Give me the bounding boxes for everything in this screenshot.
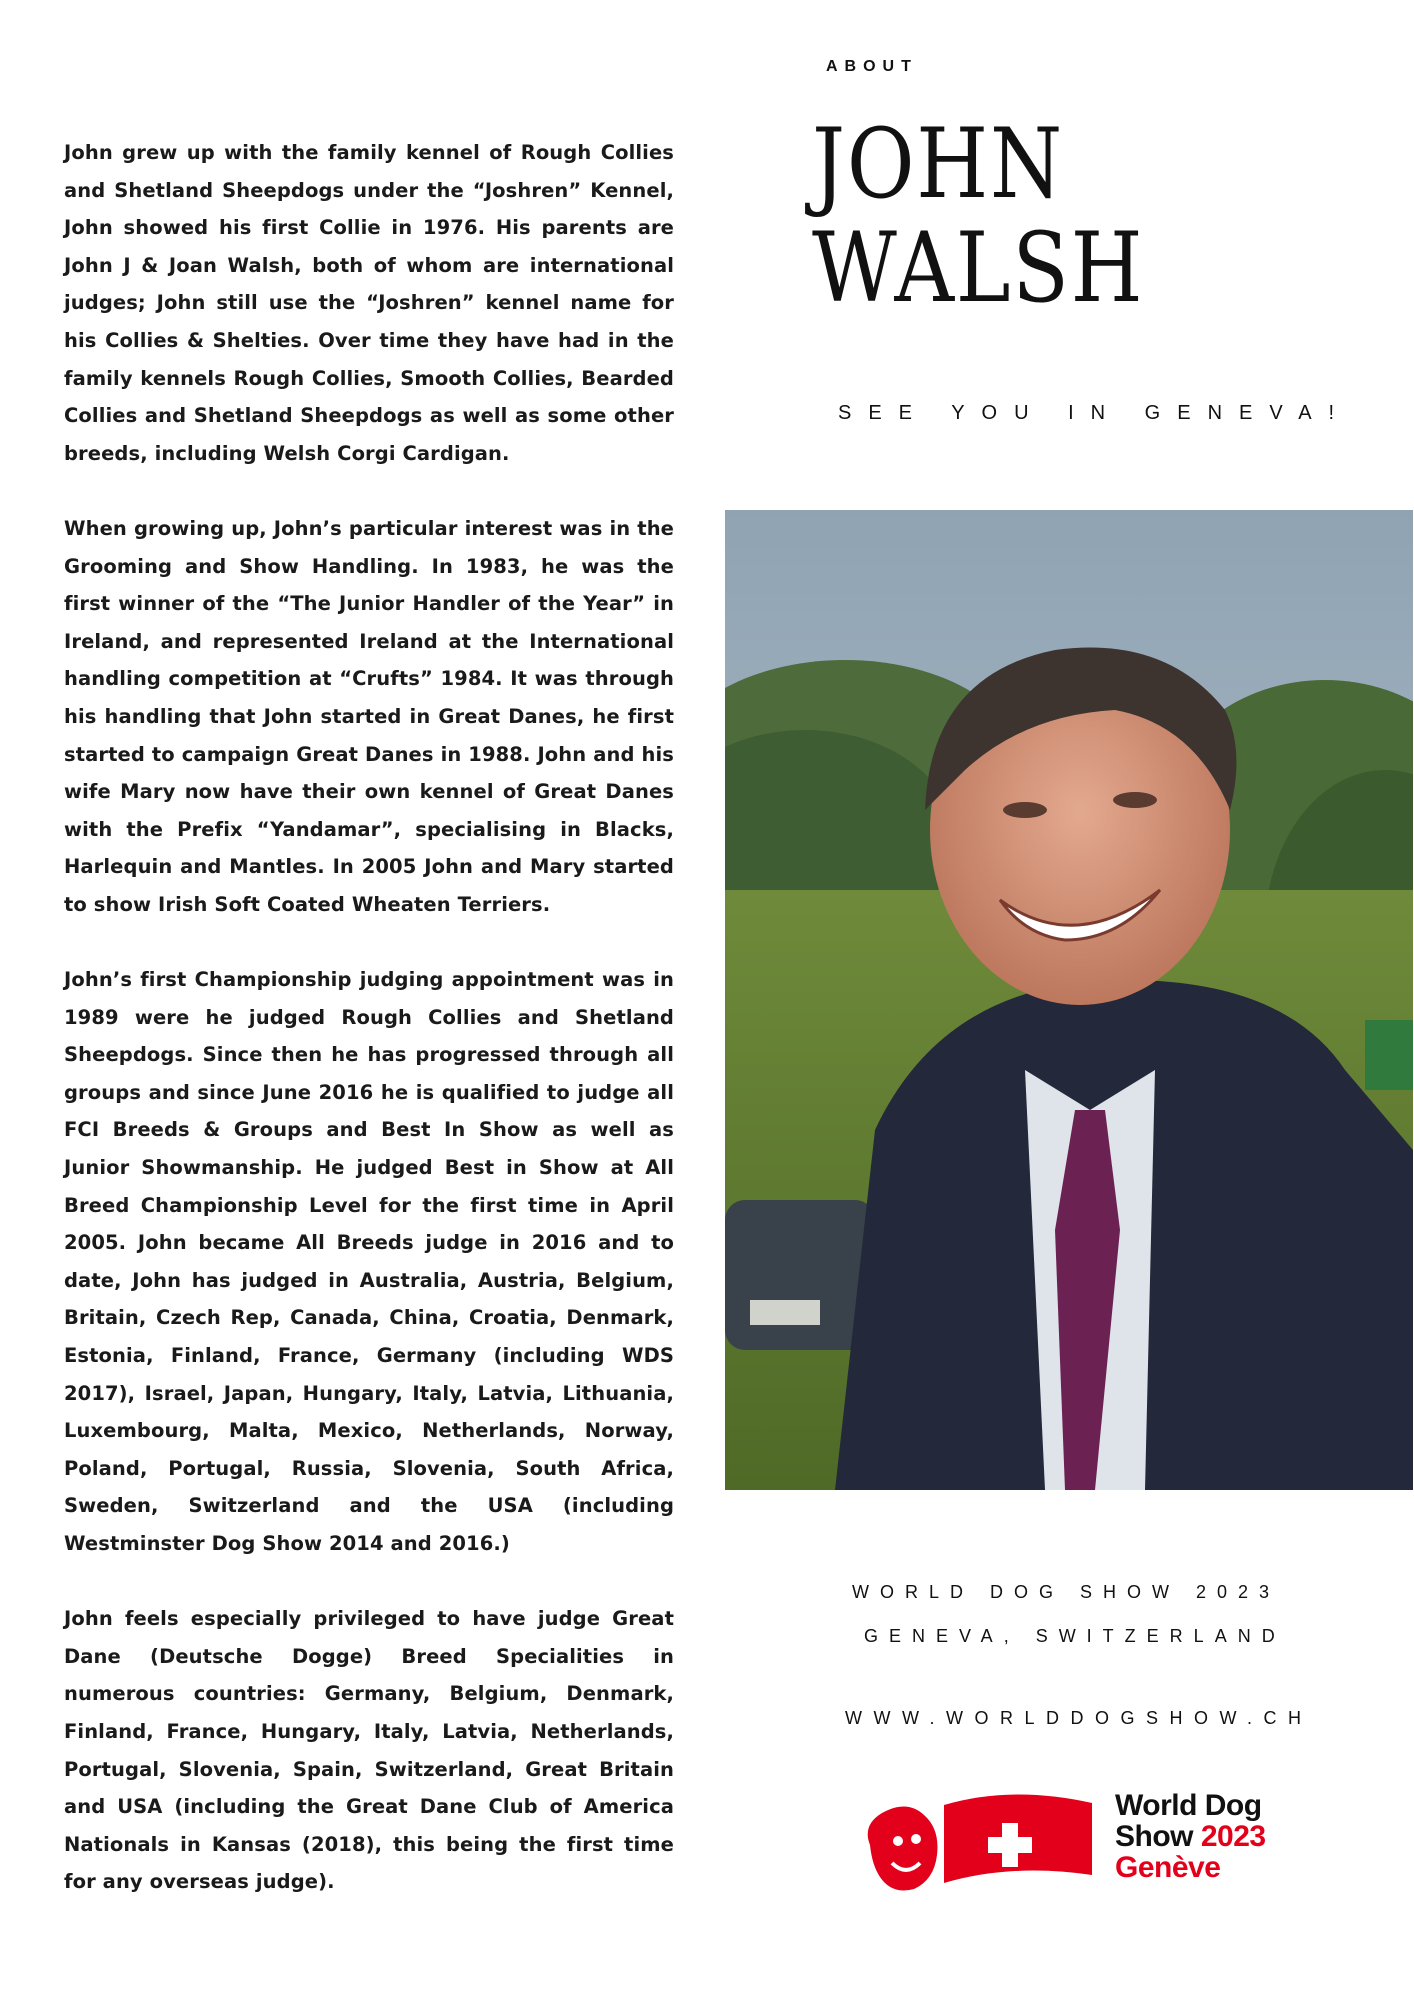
portrait-photo <box>725 510 1413 1490</box>
bio-paragraph-3: John’s first Championship judging appointment was in 1989 were he judged Rough Collies and Shetland Sheepdogs. Since then he has progressed through all groups and since June 2016 he is qualified to judge all FCI Breeds & Groups and Best In Show as well as Junior Showmanship. He judged Best in Show at All Breed Championship Level for the first time in April 2005. John became All Breeds judge in 2016 and to date, John has judged in Australia, Austria, Belgium, Britain, Czech Rep, Canada, China, Croatia, Denmark, Estonia, Finland, France, Germany (including WDS 2017), Israel, Japan, Hungary, Italy, Latvia, Lithuania, Luxembourg, Malta, Mexico, Netherlands, Norway, Poland, Portugal, Russia, Slovenia, South Africa, Sweden, Switzerland and the USA (including Westminster Dog Show 2014 and 2016.) <box>64 968 674 1555</box>
about-label: ABOUT <box>826 58 918 75</box>
location-line: GENEVA, SWITZERLAND <box>864 1626 1286 1646</box>
logo-line1: World Dog <box>1115 1789 1262 1822</box>
person-name <box>812 108 1145 324</box>
bio-text <box>64 134 674 1939</box>
logo-show-word: Show <box>1115 1820 1201 1853</box>
logo-year: 2023 <box>1200 1820 1266 1853</box>
name-last: WALSH <box>812 212 1145 324</box>
event-line: WORLD DOG SHOW 2023 <box>852 1582 1281 1602</box>
website-link[interactable]: WWW.WORLDDOGSHOW.CH <box>845 1708 1313 1728</box>
logo-city: Genève <box>1115 1851 1221 1884</box>
bio-paragraph-4: John feels especially privileged to have judge Great Dane (Deutsche Dogge) Breed Specialities in numerous countries: Germany, Belgium, Denmark, Finland, France, Hungary, Italy, Latvia, Netherlands, Portugal, Slovenia, Spain, Switzerland, Great Britain and USA (including the Great Dane Club of America Nationals in Kansas (2018), this being the first time for any overseas judge). <box>64 1607 674 1894</box>
name-first: JOHN <box>812 108 1064 220</box>
dog-head-icon <box>868 1806 938 1890</box>
tagline: SEE YOU IN GENEVA! <box>838 402 1352 424</box>
logo-wordmark <box>1115 1790 1266 1883</box>
logo-line2 <box>1115 1821 1266 1852</box>
bio-paragraph-1: John grew up with the family kennel of Rough Collies and Shetland Sheepdogs under the “Joshren” Kennel, John showed his first Collie in 1976. His parents are John J & Joan Walsh, both of whom are international judges; John still use the “Joshren” kennel name for his Collies & Shelties. Over time they have had in the family kennels Rough Collies, Smooth Collies, Bearded Collies and Shetland Sheepdogs as well as some other breeds, including Welsh Corgi Cardigan. <box>64 141 674 465</box>
bio-paragraph-2: When growing up, John’s particular interest was in the Grooming and Show Handling. In 1983, he was the first winner of the “The Junior Handler of the Year” in Ireland, and represented Ireland at the International handling competition at “Crufts” 1984. It was through his handling that John started in Great Danes, he first started to campaign Great Danes in 1988. John and his wife Mary now have their own kennel of Great Danes with the Prefix “Yandamar”, specialising in Blacks, Harlequin and Mantles. In 2005 John and Mary started to show Irish Soft Coated Wheaten Terriers. <box>64 516 674 916</box>
